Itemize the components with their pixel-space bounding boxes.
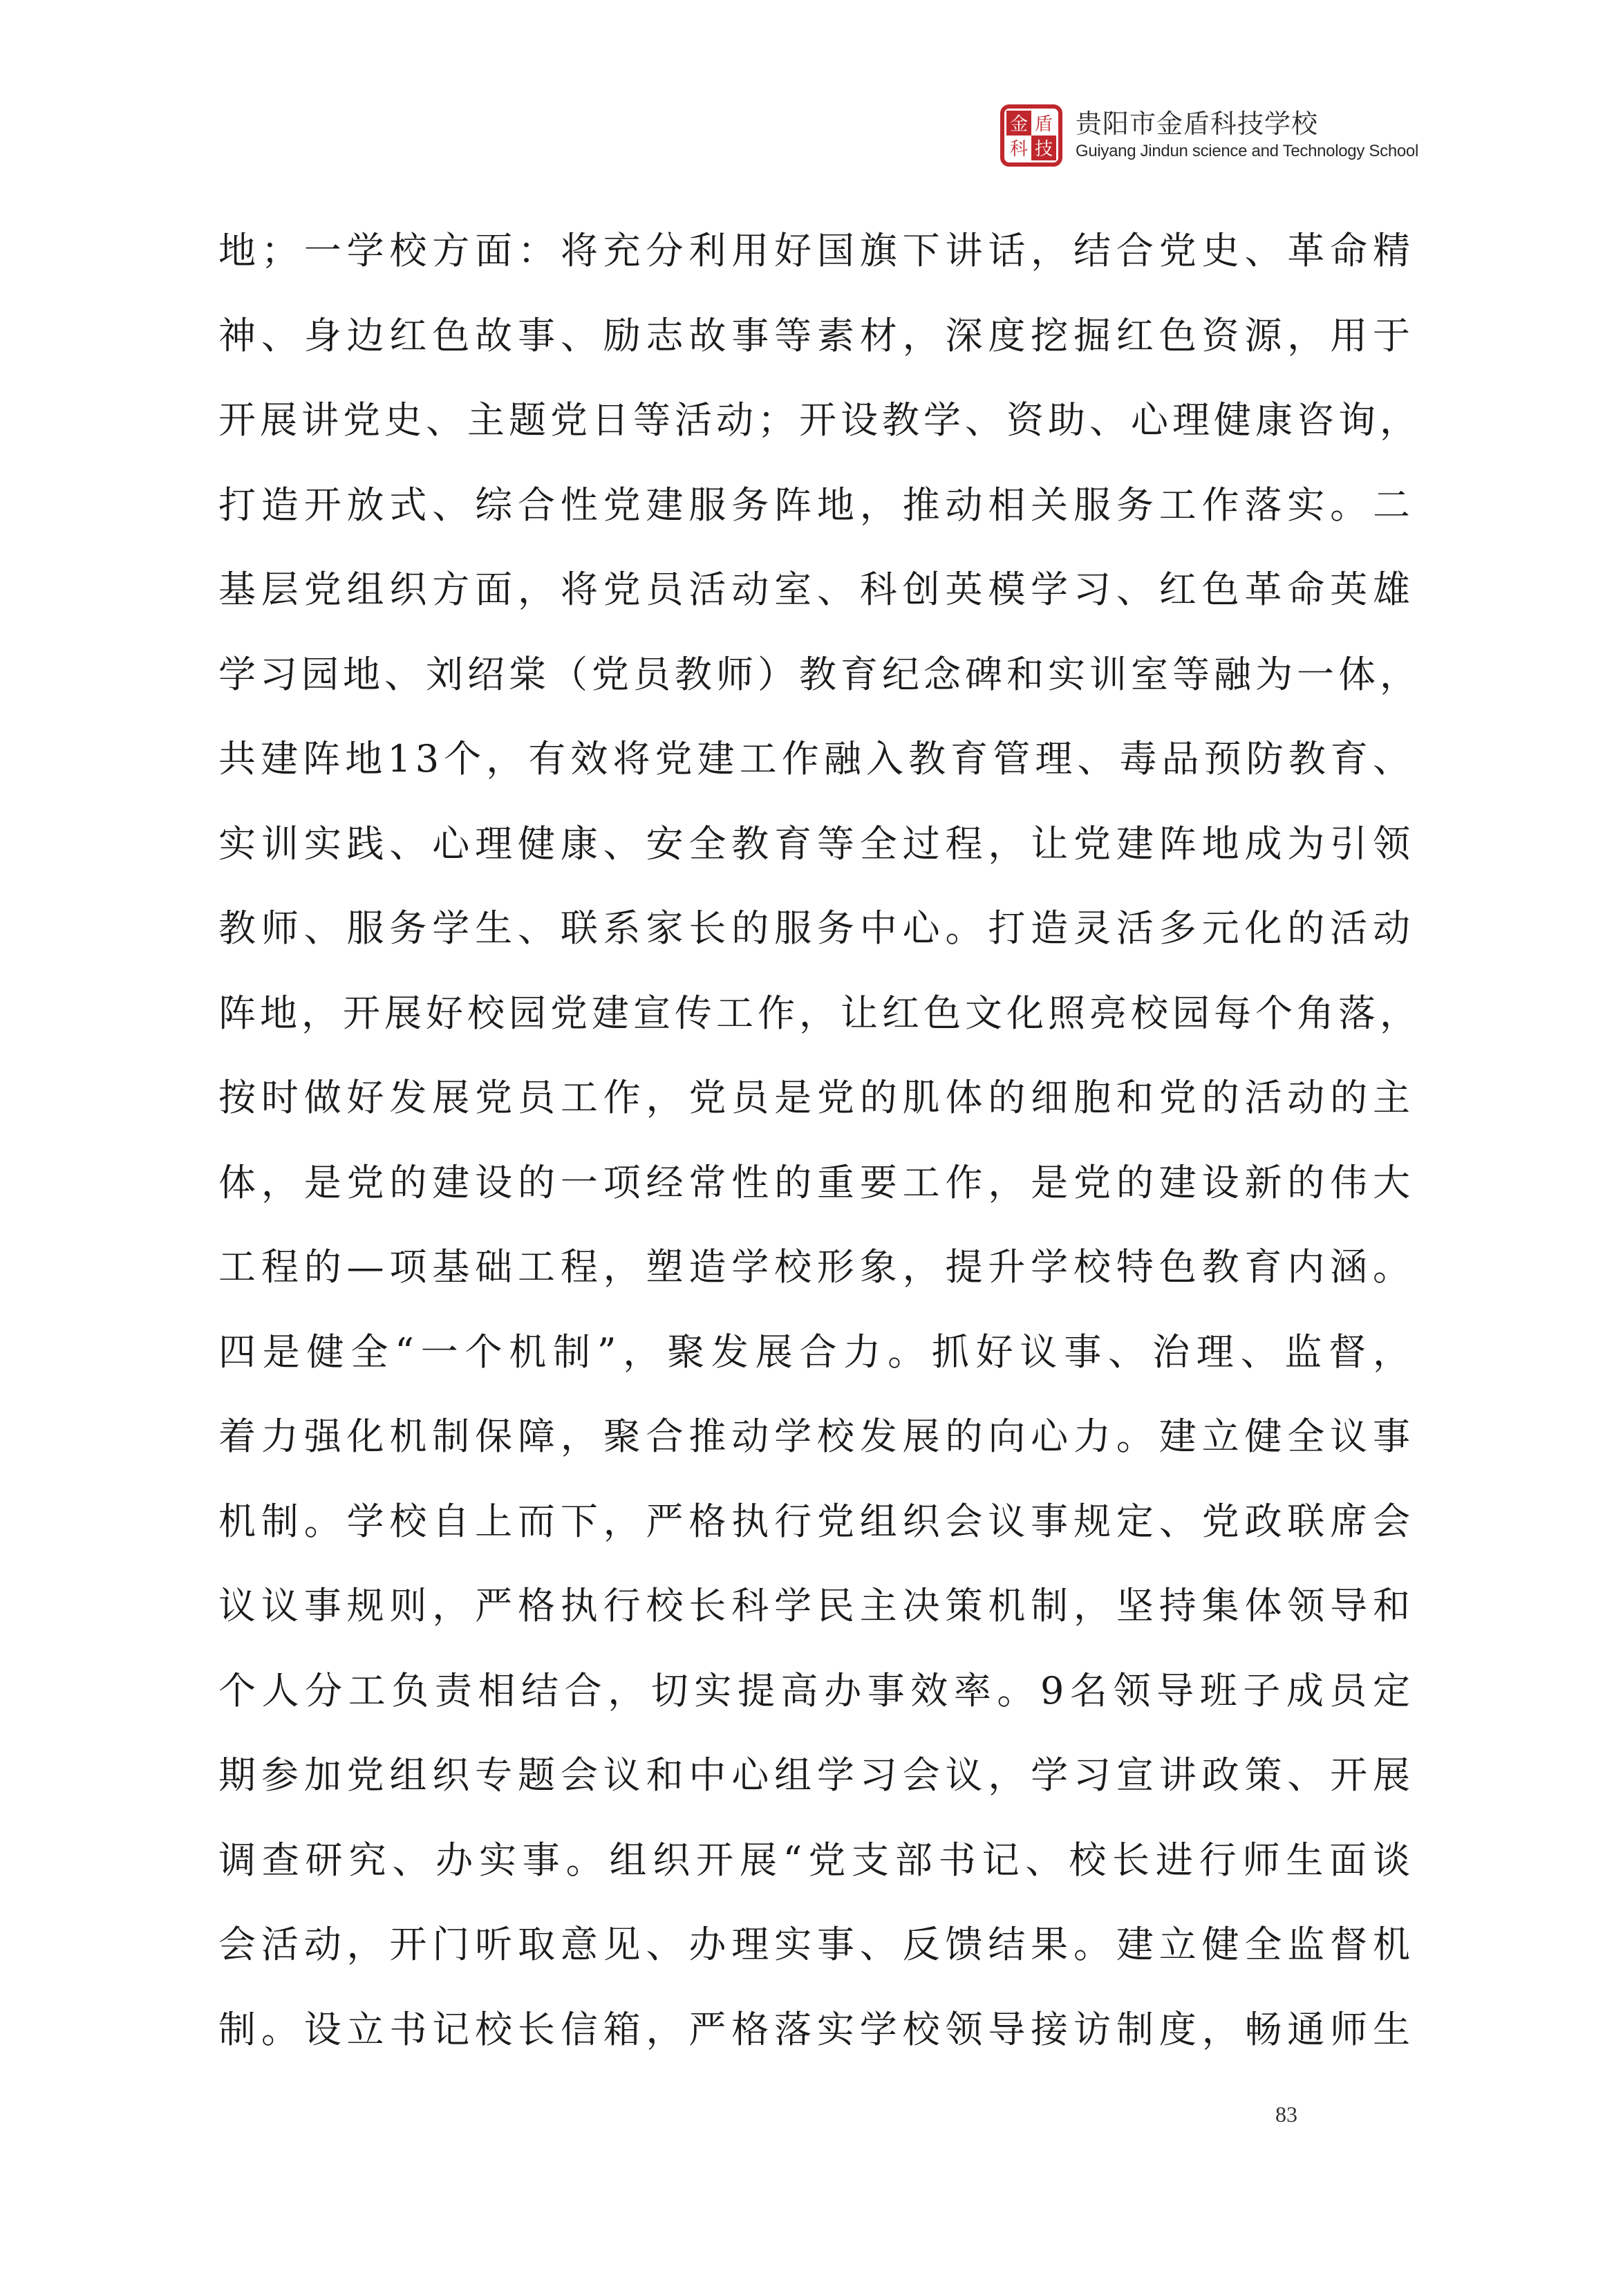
body-line: 打造开放式、综合性党建服务阵地，推动相关服务工作落实。二 xyxy=(218,483,1414,527)
body-line: 体，是党的建设的一项经常性的重要工作，是党的建设新的伟大 xyxy=(218,1160,1414,1204)
body-line: 地；一学校方面：将充分利用好国旗下讲话，结合党史、革命精 xyxy=(218,229,1414,273)
body-line: 神、身边红色故事、励志故事等素材，深度挖掘红色资源，用于 xyxy=(218,313,1414,357)
body-line: 基层党组织方面，将党员活动室、科创英模学习、红色革命英雄 xyxy=(218,568,1414,612)
body-line: 开展讲党史、主题党日等活动；开设教学、资助、心理健康咨询， xyxy=(218,398,1421,442)
body-line: 个人分工负责相结合，切实提高办事效率。9名领导班子成员定 xyxy=(218,1668,1414,1712)
body-line: 四是健全“一个机制”，聚发展合力。抓好议事、治理、监督， xyxy=(218,1329,1414,1374)
seal-char-4: 技 xyxy=(1034,139,1053,160)
body-line: 会活动，开门听取意见、办理实事、反馈结果。建立健全监督机 xyxy=(218,1923,1414,1967)
body-line: 阵地，开展好校园党建宣传工作，让红色文化照亮校园每个角落， xyxy=(218,991,1421,1035)
seal-char-2: 盾 xyxy=(1034,114,1053,135)
seal-char-1: 金 xyxy=(1009,114,1028,135)
document-body xyxy=(218,209,1421,2072)
body-line: 制。设立书记校长信箱，严格落实学校领导接访制度，畅通师生 xyxy=(218,2007,1414,2051)
school-seal-logo xyxy=(1000,104,1063,167)
body-line: 共建阵地13个，有效将党建工作融入教育管理、毒品预防教育、 xyxy=(218,737,1414,781)
school-name-block xyxy=(1076,109,1418,162)
seal-char-3: 科 xyxy=(1009,139,1028,160)
body-line: 实训实践、心理健康、安全教育等全过程，让党建阵地成为引领 xyxy=(218,821,1414,866)
body-line: 按时做好发展党员工作，党员是党的肌体的细胞和党的活动的主 xyxy=(218,1076,1414,1120)
body-line: 学习园地、刘绍棠（党员教师）教育纪念碑和实训室等融为一体， xyxy=(218,652,1421,696)
body-line: 工程的—项基础工程，塑造学校形象，提升学校特色教育内涵。 xyxy=(218,1245,1414,1289)
page-header xyxy=(1000,104,1418,167)
page-number: 83 xyxy=(1275,2102,1297,2127)
body-line: 期参加党组织专题会议和中心组学习会议，学习宣讲政策、开展 xyxy=(218,1753,1414,1798)
body-line: 机制。学校自上而下，严格执行党组织会议事规定、党政联席会 xyxy=(218,1499,1414,1543)
body-line: 调查研究、办实事。组织开展“党支部书记、校长进行师生面谈 xyxy=(218,1838,1414,1882)
body-line: 着力强化机制保障，聚合推动学校发展的向心力。建立健全议事 xyxy=(218,1415,1414,1459)
body-line: 议议事规则，严格执行校长科学民主决策机制，坚持集体领导和 xyxy=(218,1584,1414,1628)
school-name-cn: 贵阳市金盾科技学校 xyxy=(1075,108,1318,139)
school-name-en: Guiyang Jindun science and Technology School xyxy=(1075,142,1418,161)
body-line: 教师、服务学生、联系家长的服务中心。打造灵活多元化的活动 xyxy=(218,906,1414,951)
